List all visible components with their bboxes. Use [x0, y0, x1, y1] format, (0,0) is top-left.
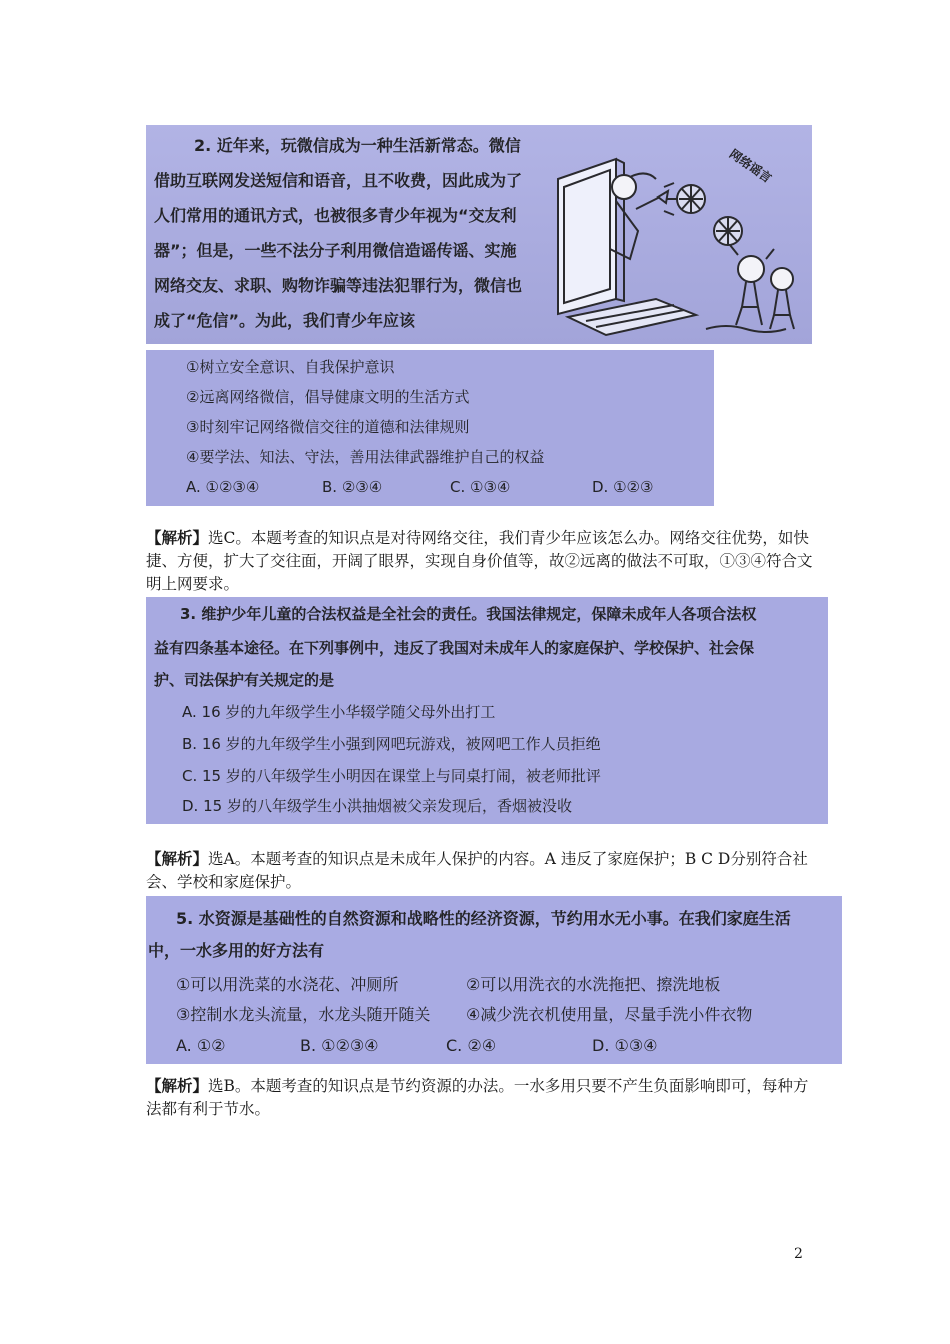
q3-stem-line: 益有四条基本途径。在下列事例中，违反了我国对未成年人的家庭保护、学校保护、社会保 [154, 639, 755, 657]
q5-item: ①可以用洗菜的水浇花、冲厕所 [176, 975, 399, 994]
q5-stem-line: 中，一水多用的好方法有 [148, 941, 325, 960]
q2-option-c: C. ①③④ [450, 478, 511, 496]
q2-item: ④要学法、知法、守法，善用法律武器维护自己的权益 [186, 448, 545, 466]
q2-stem-line: 2. 近年来，玩微信成为一种生活新常态。微信 [194, 136, 521, 155]
q5-option-a: A. ①② [176, 1036, 226, 1055]
q2-option-b: B. ②③④ [322, 478, 383, 496]
q2-options-photo [146, 350, 714, 506]
analysis-text: 选B。本题考查的知识点是节约资源的办法。一水多用只要不产生负面影响即可，每种方法都有利于节水。 [146, 1077, 809, 1118]
q5-analysis [146, 1074, 816, 1121]
q3-option-d: D. 15 岁的八年级学生小洪抽烟被父亲发现后，香烟被没收 [182, 797, 572, 815]
analysis-label: 【解析】 [146, 849, 209, 868]
q5-option-c: C. ②④ [446, 1036, 497, 1055]
q2-item: ③时刻牢记网络微信交往的道德和法律规则 [186, 418, 470, 436]
q5-option-b: B. ①②③④ [300, 1036, 379, 1055]
q2-stem-line: 借助互联网发送短信和语音，且不收费，因此成为了 [154, 171, 523, 190]
q2-analysis [146, 526, 816, 596]
q2-option-a: A. ①②③④ [186, 478, 260, 496]
q3-stem-line: 护、司法保护有关规定的是 [154, 671, 335, 689]
q3-stem-line: 3. 维护少年儿童的合法权益是全社会的责任。我国法律规定，保障未成年人各项合法权 [180, 605, 757, 623]
q3-option-c: C. 15 岁的八年级学生小明因在课堂上与同桌打闹，被老师批评 [182, 767, 601, 785]
q3-option-b: B. 16 岁的九年级学生小强到网吧玩游戏，被网吧工作人员拒绝 [182, 735, 601, 753]
q2-stem-photo [146, 125, 812, 344]
q5-item: ③控制水龙头流量，水龙头随开随关 [176, 1005, 431, 1024]
q2-stem-line: 网络交友、求职、购物诈骗等违法犯罪行为，微信也 [154, 276, 523, 295]
q5-stem-line: 5. 水资源是基础性的自然资源和战略性的经济资源，节约用水无小事。在我们家庭生活 [176, 909, 791, 928]
q3-option-a: A. 16 岁的九年级学生小华辍学随父母外出打工 [182, 703, 496, 721]
analysis-text: 选A。本题考查的知识点是未成年人保护的内容。A 违反了家庭保护；B C D分别符合社会、学校和家庭保护。 [146, 850, 808, 891]
q5-item: ②可以用洗衣的水洗拖把、擦洗地板 [466, 975, 721, 994]
q2-stem-line: 人们常用的通讯方式，也被很多青少年视为“交友利 [154, 206, 517, 225]
analysis-label: 【解析】 [146, 1076, 209, 1095]
cartoon-caption: 网络谣言 [726, 146, 775, 186]
q3-analysis [146, 847, 816, 894]
q5-option-d: D. ①③④ [592, 1036, 658, 1055]
page-number: 2 [794, 1246, 803, 1262]
q5-item: ④减少洗衣机使用量，尽量手洗小件衣物 [466, 1005, 753, 1024]
q2-option-d: D. ①②③ [592, 478, 654, 496]
q3-photo [146, 597, 828, 824]
q2-item: ①树立安全意识、自我保护意识 [186, 358, 395, 376]
q2-stem-line: 成了“危信”。为此，我们青少年应该 [154, 311, 416, 330]
analysis-text: 选C。本题考查的知识点是对待网络交往，我们青少年应该怎么办。网络交往优势，如快捷、方便，扩大了交往面，开阔了眼界，实现自身价值等，故②远离的做法不可取，①③④符合文明上网要求。 [146, 529, 813, 593]
q2-stem-line: 器”；但是，一些不法分子利用微信造谣传谣、实施 [154, 241, 517, 260]
q5-photo [146, 896, 842, 1064]
analysis-label: 【解析】 [146, 528, 209, 547]
q2-item: ②远离网络微信，倡导健康文明的生活方式 [186, 388, 470, 406]
